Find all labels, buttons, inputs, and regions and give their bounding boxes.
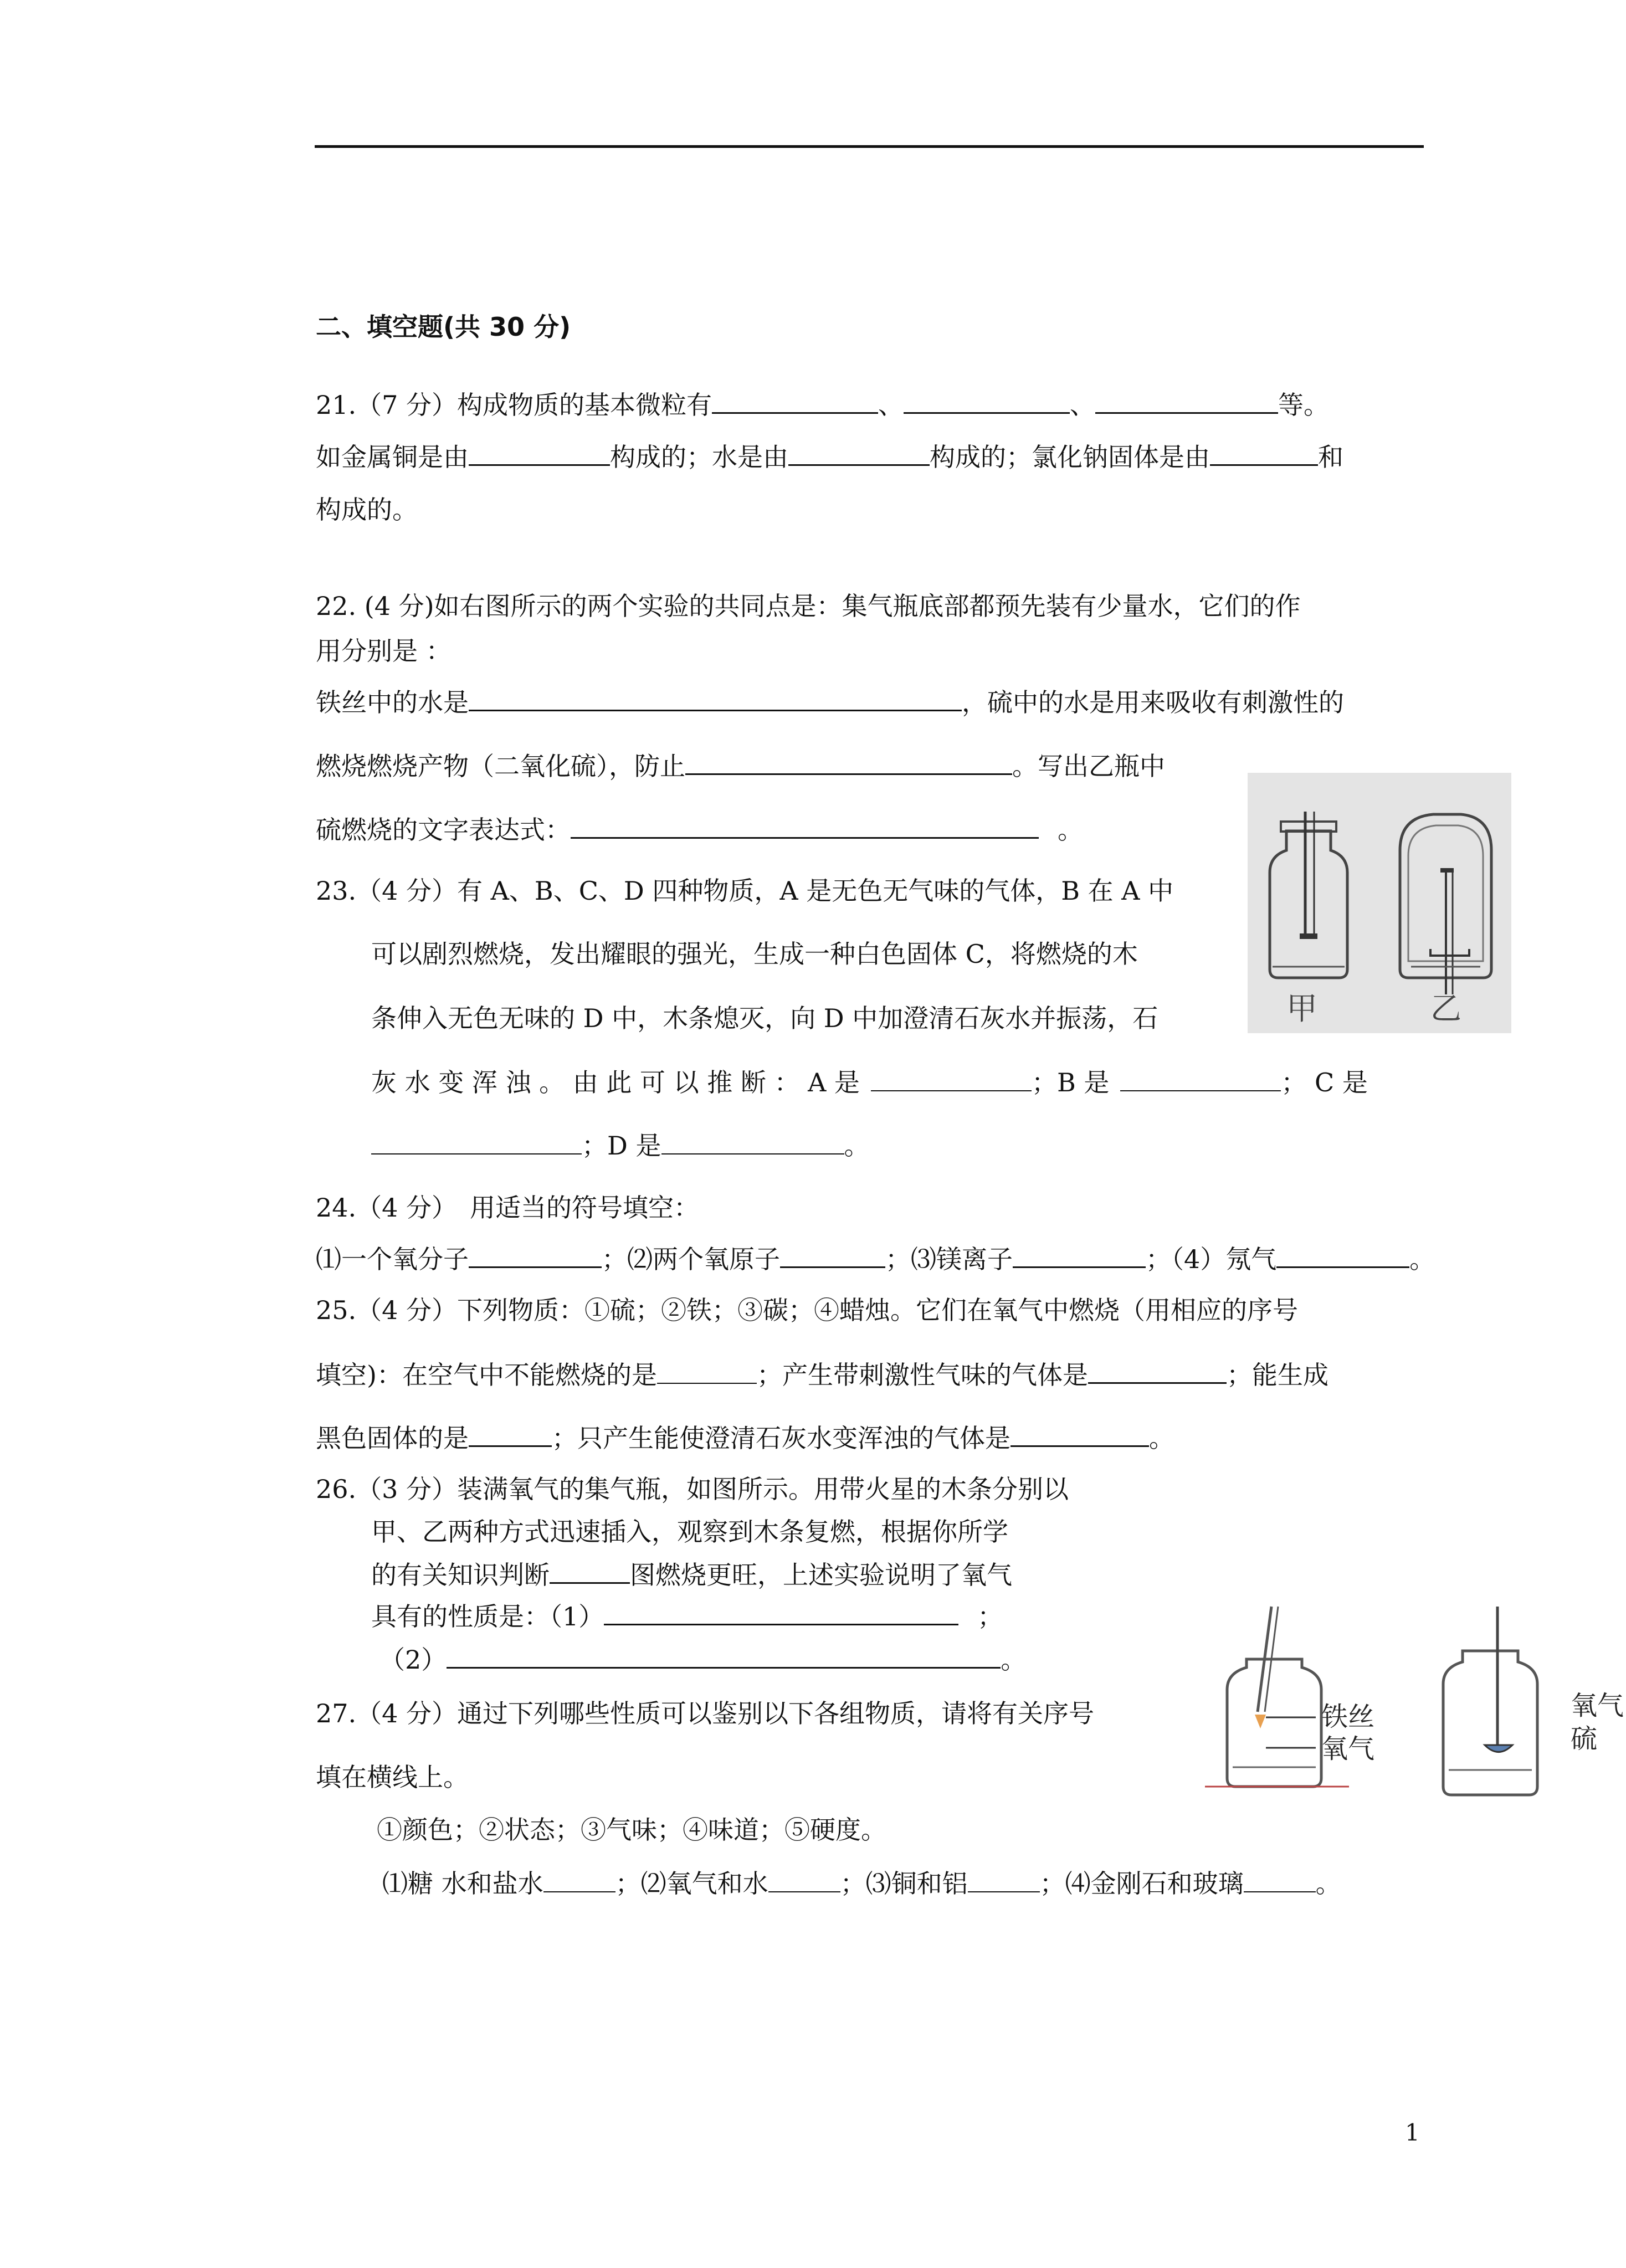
q25-line2: 填空)：在空气中不能燃烧的是 ；产生带刺激性气味的气体是 ；能生成: [316, 1357, 1329, 1392]
q23-line2: 可以剧烈燃烧，发出耀眼的强光，生成一种白色固体 C，将燃烧的木: [371, 939, 1138, 969]
wire-tip: [1300, 933, 1317, 939]
q25-line1: 25.（4 分）下列物质：①硫；②铁；③碳；④蜡烛。它们在氧气中燃烧（用相应的序号: [316, 1295, 1299, 1325]
bottle-jia: [1270, 831, 1347, 978]
q21-line2: 如金属铜是由 构成的；水是由 构成的；氯化钠固体是由 和: [316, 439, 1343, 474]
answer-blank[interactable]: [469, 1241, 602, 1268]
q26-line2: 甲、乙两种方式迅速插入，观察到木条复燃，根据你所学: [371, 1517, 1008, 1547]
q26-line4: 具有的性质是：（1） ；: [371, 1598, 1003, 1633]
answer-blank[interactable]: [1120, 1065, 1281, 1091]
label-yangqi-right: 氧气: [1571, 1690, 1624, 1721]
answer-blank[interactable]: [1095, 387, 1278, 414]
answer-blank[interactable]: [685, 748, 1012, 775]
label-yi: 乙: [1430, 991, 1461, 1027]
q22-line3: 铁丝中的水是 ，硫中的水是用来吸收有刺激性的: [316, 684, 1344, 719]
answer-blank[interactable]: [1011, 1420, 1149, 1447]
answer-blank[interactable]: [469, 684, 962, 711]
q23-line1: 23.（4 分）有 A、B、C、D 四种物质，A 是无色无气味的气体，B 在 A 中: [316, 876, 1174, 906]
q27-line1: 27.（4 分）通过下列哪些性质可以鉴别以下各组物质，请将有关序号: [316, 1699, 1095, 1728]
answer-blank[interactable]: [788, 439, 930, 466]
answer-blank[interactable]: [469, 439, 610, 466]
answer-blank[interactable]: [1244, 1866, 1316, 1892]
bottle-right: [1443, 1651, 1537, 1795]
q25-line3: 黑色固体的是 ；只产生能使澄清石灰水变浑浊的气体是 。: [316, 1420, 1174, 1455]
q21-line3: 构成的。: [316, 495, 418, 525]
q27-line3: ①颜色；②状态；③气味；④味道；⑤硬度。: [377, 1815, 886, 1845]
answer-blank[interactable]: [968, 1866, 1040, 1892]
answer-blank[interactable]: [1210, 439, 1318, 466]
answer-blank[interactable]: [657, 1357, 757, 1384]
answer-blank[interactable]: [712, 387, 878, 414]
q26-line3: 的有关知识判断 图燃烧更旺，上述实验说明了氧气: [371, 1557, 1012, 1592]
spoon-cup: [1430, 949, 1469, 956]
answer-blank[interactable]: [571, 812, 1039, 839]
q22-line4: 燃烧燃烧产物（二氧化硫），防止 。写出乙瓶中: [316, 748, 1165, 783]
section-title: 二、填空题(共 30 分): [316, 312, 571, 342]
answer-blank[interactable]: [661, 1128, 844, 1154]
flame-icon: [1255, 1715, 1266, 1728]
answer-blank[interactable]: [780, 1241, 885, 1268]
figure-oxygen-bottles: [1205, 1601, 1626, 1817]
q27-line2: 填在横线上。: [316, 1762, 469, 1792]
q24-line2: ⑴一个氧分子 ；⑵两个氧原子 ；⑶镁离子 ；（4）氖气 。: [316, 1241, 1435, 1276]
sulfur-spoon: [1485, 1745, 1512, 1752]
answer-blank[interactable]: [871, 1065, 1032, 1091]
answer-blank[interactable]: [1276, 1241, 1409, 1268]
answer-blank[interactable]: [550, 1557, 630, 1584]
label-yangqi-left: 氧气: [1321, 1733, 1375, 1764]
q24-line1: 24.（4 分） 用适当的符号填空：: [316, 1193, 700, 1223]
label-tiesi: 铁丝: [1321, 1701, 1375, 1732]
answer-blank[interactable]: [604, 1598, 958, 1625]
label-jia: 甲: [1286, 991, 1317, 1027]
answer-blank[interactable]: [904, 387, 1070, 414]
answer-blank[interactable]: [1013, 1241, 1146, 1268]
q22-line5: 硫燃烧的文字表达式： 。: [316, 812, 1083, 846]
q23-line4: 灰 水 变 浑 浊 。 由 此 可 以 推 断 ： A 是 ；B 是 ； C 是: [371, 1065, 1368, 1099]
q26-line1: 26.（3 分）装满氧气的集气瓶，如图所示。用带火星的木条分别以: [316, 1474, 1069, 1504]
spoon-top: [1440, 868, 1454, 873]
answer-blank[interactable]: [543, 1866, 615, 1892]
figure-bottles-jia-yi: [1248, 773, 1511, 1033]
label-liu: 硫: [1571, 1723, 1598, 1754]
q22-line2: 用分别是 ：: [316, 636, 452, 666]
header-rule: [315, 145, 1424, 148]
answer-blank[interactable]: [447, 1641, 1001, 1669]
answer-blank[interactable]: [469, 1420, 552, 1447]
q23-line5: ；D 是 。: [371, 1128, 870, 1162]
answer-blank[interactable]: [1088, 1357, 1227, 1384]
answer-blank[interactable]: [371, 1128, 582, 1154]
q21-line1: 21.（7 分）构成物质的基本微粒有 、 、 等。: [316, 387, 1329, 422]
page-number: 1: [1405, 2119, 1420, 2146]
q27-line4: ⑴糖 水和盐水 ；⑵氧气和水 ；⑶铜和铝 ；⑷金刚石和玻璃 。: [382, 1866, 1341, 1900]
q22-line1: 22. (4 分)如右图所示的两个实验的共同点是：集气瓶底部都预先装有少量水，它们的作: [316, 591, 1301, 621]
answer-blank[interactable]: [768, 1866, 840, 1892]
q23-line3: 条伸入无色无味的 D 中，木条熄灭，向 D 中加澄清石灰水并振荡，石: [371, 1003, 1158, 1033]
q26-line5: （2） 。: [379, 1641, 1026, 1676]
